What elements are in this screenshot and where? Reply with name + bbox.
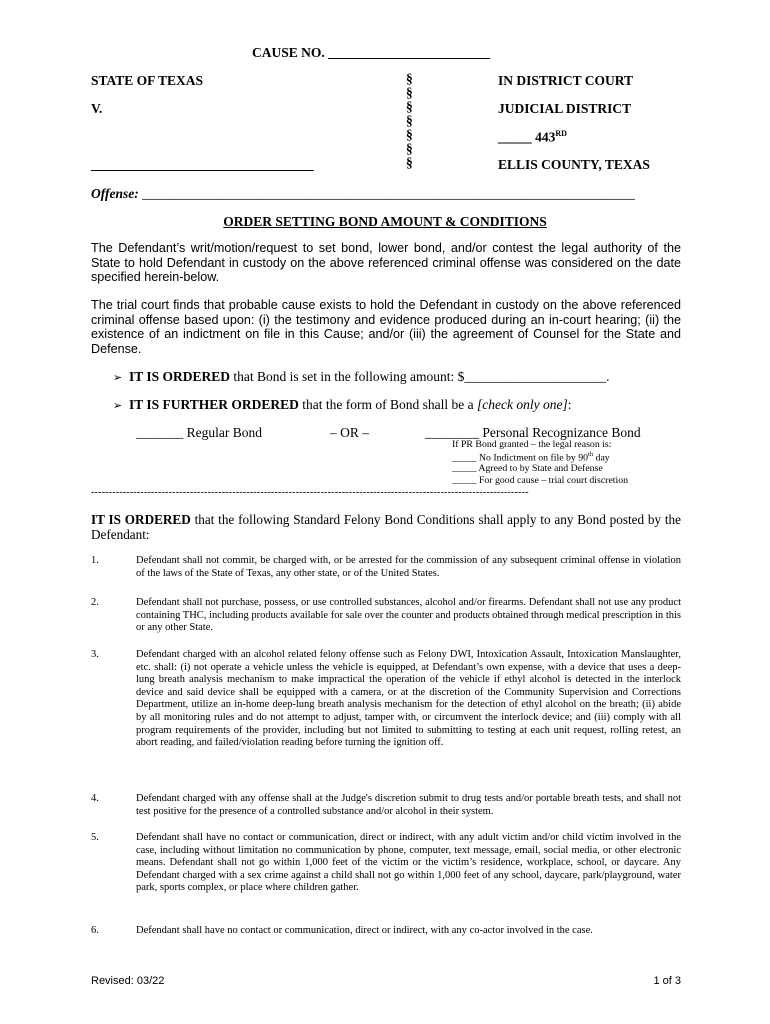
offense-label: Offense: [91,186,139,201]
judicial-district: JUDICIAL DISTRICT [498,101,632,116]
paragraph-request: The Defendant’s writ/motion/request to set bond, lower bond, and/or contest the legal authority of the State to hold Defendant in custody on the above referenced criminal offense was considered on the date specified herein-below. [91,241,681,285]
condition-number: 5. [91,832,99,843]
party-versus: V. [91,101,103,116]
section-mark: § [406,85,413,100]
condition-number: 1. [91,555,99,566]
or-separator: – OR – [330,425,370,440]
pr-reason-text: _____ No Indictment on file by 90 [452,452,589,464]
section-divider: ---------------------------------------------------------------------------------------------------------------------------- [91,487,529,498]
condition-text: Defendant shall not commit, be charged with, or be arrested for the commission of any subsequent criminal offense in violation of the laws of the State of Texas, any other state, or of the United States. [136,555,681,579]
pr-reason-good-cause: _____ For good cause – trial court discretion [452,475,629,486]
court-name: IN DISTRICT COURT [498,73,634,88]
conditions-intro [91,513,681,542]
pr-bond-option: ________ Personal Recognizance Bond [425,425,641,440]
pr-reason-agreed: _____ Agreed to by State and Defense [452,463,603,474]
section-mark: § [406,113,413,128]
order-bold: IT IS FURTHER ORDERED [128,397,299,412]
section-mark: § [406,155,413,170]
regular-bond-option: _______ Regular Bond [136,425,262,440]
defendant-name-line: _________________________________ [91,157,314,172]
order-text: that the form of Bond shall be a [298,397,477,412]
order-bond-form [113,397,571,413]
page-number: 1 of 3 [653,975,681,987]
conditions-intro-text: that the following Standard Felony Bond Conditions shall apply to any Bond posted by the Defendant: [91,512,682,542]
cause-number: CAUSE NO. ________________________ [252,45,491,60]
section-mark: § [406,99,413,114]
condition-text: Defendant shall have no contact or communication, direct or indirect, with any adult victim and/or child victim involved in the case, including without limitation no communication by phone, computer, text message, email, social media, or other electronic means. Defendant shall not go within 1,000 feet of the victim or the victim’s residence, workplace, school, or daycare. Any Defendant charged with a sex crime against a child shall not go within 1,000 feet of any school, daycare, park/playground, water park, sports complex, or place where children gather. [136,832,681,894]
pr-reason-sup: th [588,451,594,458]
district-number-suffix: RD [555,129,567,138]
pr-reason-label: If PR Bond granted – the legal reason is: [452,439,612,450]
offense-blank: _________________________________________________________________________ [142,186,635,201]
conditions-intro-bold: IT IS ORDERED [91,512,191,527]
section-mark: § [406,141,413,156]
document-title: ORDER SETTING BOND AMOUNT & CONDITIONS [223,214,547,229]
condition-text: Defendant charged with any offense shall at the Judge's discretion submit to drug tests and/or portable breath tests, and shall not test positive for the presence of a controlled substance and/or alcohol in their system. [136,793,681,817]
paragraph-probable-cause: The trial court finds that probable cause exists to hold the Defendant in custody on the above referenced criminal offense based upon: (i) the testimony and evidence produced during an in-court hearing; (ii) the existence of an indictment on file in this Cause; and/or (iii) the agreement of Counsel for the State and Defense. [91,298,681,356]
district-number-text: _____ 443 [498,129,556,145]
condition-text: Defendant shall not purchase, possess, or use controlled substances, alcohol and/or firearms. Defendant shall not use any product containing THC, including products available for sale over the counter and products obtained through medical prescription in this or any other State. [136,597,681,634]
order-end: : [567,397,572,412]
arrow-bullet-icon: ➢ [113,371,123,384]
condition-number: 4. [91,793,99,804]
revision-date: Revised: 03/22 [91,975,165,987]
order-bold: IT IS ORDERED [128,369,231,384]
section-mark-column [406,72,413,170]
district-number [498,129,567,146]
pr-reason-no-indictment [452,451,610,463]
offense-line [91,186,635,202]
order-bond-amount [113,369,610,385]
condition-number: 2. [91,597,99,608]
county-name: ELLIS COUNTY, TEXAS [498,157,650,172]
section-mark: § [406,71,413,86]
party-state: STATE OF TEXAS [91,73,204,88]
section-mark: § [406,127,413,142]
order-text: that Bond is set in the following amount: $_____________________. [230,369,610,384]
pr-reason-text-end: day [593,452,610,464]
condition-text: Defendant charged with an alcohol related felony offense such as Felony DWI, Intoxication Assault, Intoxication Manslaughter, etc. shall: (i) not operate a vehicle unless the vehicle is equipped, at Defendant’s own expense, with a device that uses a deep-lung breath analysis mechanism to make impractical the operation of the vehicle if ethyl alcohol is detected in the interlock device and said device shall be equipped with a camera, or at the discretion of the Community Supervision and Corrections Department, utilize an in-home deep-lung breath analysis mechanism for the detection of ethyl alcohol on the breath; (ii) abide by all monitoring rules and do not attempt to adjust, tamper with, or circumvent the interlock device; and (iii) comply with all program requirements of the provider, including but not limited to submitting to testing at each unit request, rolling retest, an abort reading, and failed/violation reading before turning the ignition off. [136,649,681,749]
condition-number: 6. [91,925,99,936]
order-check-note: [check only one] [477,397,568,412]
arrow-bullet-icon: ➢ [113,399,123,412]
condition-number: 3. [91,649,99,660]
condition-text: Defendant shall have no contact or communication, direct or indirect, with any co-actor involved in the case. [136,925,593,936]
